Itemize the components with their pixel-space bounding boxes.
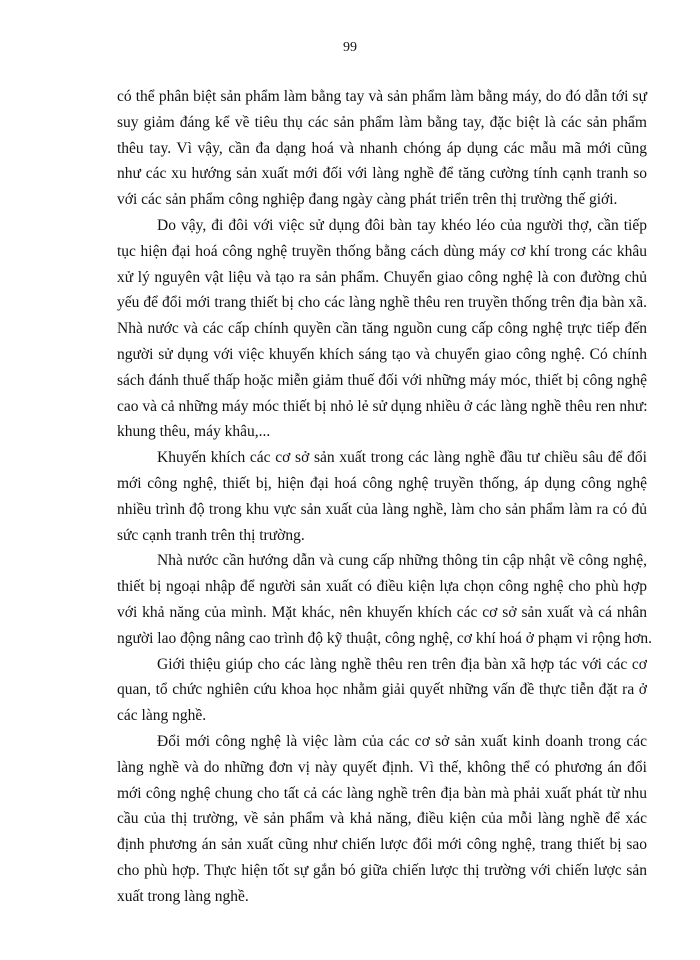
text-line: sức cạnh tranh trên thị trường. <box>117 526 305 544</box>
page-number: 99 <box>343 40 357 55</box>
paragraph <box>117 213 647 445</box>
text-line: cầu của thị trường, về sản phẩm và khả năng, điều kiện của mỗi làng nghề để xác <box>117 810 647 828</box>
text-line: quan, tổ chức nghiên cứu khoa học nhằm giải quyết những vấn đề thực tiễn đặt ra ở <box>117 681 647 699</box>
text-line: Đổi mới công nghệ là việc làm của các cơ sở sản xuất kinh doanh trong các <box>157 732 647 750</box>
text-line: sách đánh thuế thấp hoặc miễn giảm thuế đối với những máy móc, thiết bị công nghệ <box>117 371 647 389</box>
text-line: nhiều trình độ trong khu vực sản xuất của làng nghề, làm cho sản phẩm làm ra có đủ <box>117 500 647 518</box>
text-line: có thể phân biệt sản phẩm làm bằng tay và sản phẩm làm bằng máy, do đó dẫn tới sự <box>117 88 647 105</box>
paragraph <box>117 445 647 548</box>
text-line: cao và cả những máy móc thiết bị nhỏ lẻ sử dụng nhiều ở các làng nghề thêu ren như: <box>117 397 648 415</box>
text-line: tục hiện đại hoá công nghệ truyền thống bằng cách dùng máy cơ khí trong các khâu <box>117 242 647 260</box>
text-line: cho phù hợp. Thực hiện tốt sự gắn bó giữa chiến lược thị trường với chiến lược sản <box>117 861 647 879</box>
text-line: yếu để đổi mới trang thiết bị cho các làng nghề thêu ren truyền thống trên địa bàn xã. <box>117 294 647 312</box>
paragraph <box>117 548 652 651</box>
text-line: Giới thiệu giúp cho các làng nghề thêu ren trên địa bàn xã hợp tác với các cơ <box>157 655 647 673</box>
text-line: xuất trong làng nghề. <box>117 887 249 905</box>
text-line: như các xu hướng sản xuất mới đối với làng nghề để tăng cường tính cạnh tranh so <box>117 165 647 183</box>
text-line: thêu tay. Vì vậy, cần đa dạng hoá và nhanh chóng áp dụng các mẫu mã mới cũng <box>117 139 647 157</box>
text-line: với các sản phẩm công nghiệp đang ngày càng phát triển trên thị trường thế giới. <box>117 191 618 209</box>
document-body <box>117 84 652 910</box>
text-line: người lao động nâng cao trình độ kỹ thuật, công nghệ, cơ khí hoá ở phạm vi rộng hơn. <box>117 629 652 647</box>
text-line: mới công nghệ, thiết bị, hiện đại hoá công nghệ truyền thống, áp dụng công nghệ <box>117 474 647 492</box>
paragraph <box>117 84 647 213</box>
text-line: Nhà nước và các cấp chính quyền cần tăng nguồn cung cấp công nghệ trực tiếp đến <box>117 320 647 338</box>
text-line: xử lý nguyên vật liệu và tạo ra sản phẩm. Chuyển giao công nghệ là con đường chủ <box>117 268 647 286</box>
text-line: định phương án sản xuất cũng như chiến lược đổi mới công nghệ, trang thiết bị sao <box>117 836 647 854</box>
text-line: Nhà nước cần hướng dẫn và cung cấp những thông tin cập nhật về công nghệ, <box>157 552 647 570</box>
text-line: thiết bị ngoại nhập để người sản xuất có điều kiện lựa chọn công nghệ cho phù hợp <box>117 578 647 596</box>
text-line: làng nghề và do những đơn vị này quyết định. Vì thế, không thể có phương án đổi <box>117 758 647 776</box>
text-line: khung thêu, máy khâu,... <box>117 423 271 441</box>
text-line: mới công nghệ chung cho tất cả các làng nghề trên địa bàn mà phải xuất phát từ nhu <box>117 784 647 802</box>
text-line: Khuyến khích các cơ sở sản xuất trong các làng nghề đầu tư chiều sâu để đổi <box>157 449 647 467</box>
text-line: suy giảm đáng kể về tiêu thụ các sản phẩm làm bằng tay, đặc biệt là các sản phẩm <box>117 113 647 131</box>
text-line: người sử dụng với việc khuyến khích sáng tạo và chuyển giao công nghệ. Có chính <box>117 345 647 363</box>
text-line: các làng nghề. <box>117 707 207 725</box>
paragraph <box>117 652 647 729</box>
paragraph <box>117 729 647 910</box>
text-line: Do vậy, đi đôi với việc sử dụng đôi bàn tay khéo léo của người thợ, cần tiếp <box>157 216 647 234</box>
text-line: với khả năng của mình. Mặt khác, nên khuyến khích các cơ sở sản xuất và cá nhân <box>117 603 647 621</box>
